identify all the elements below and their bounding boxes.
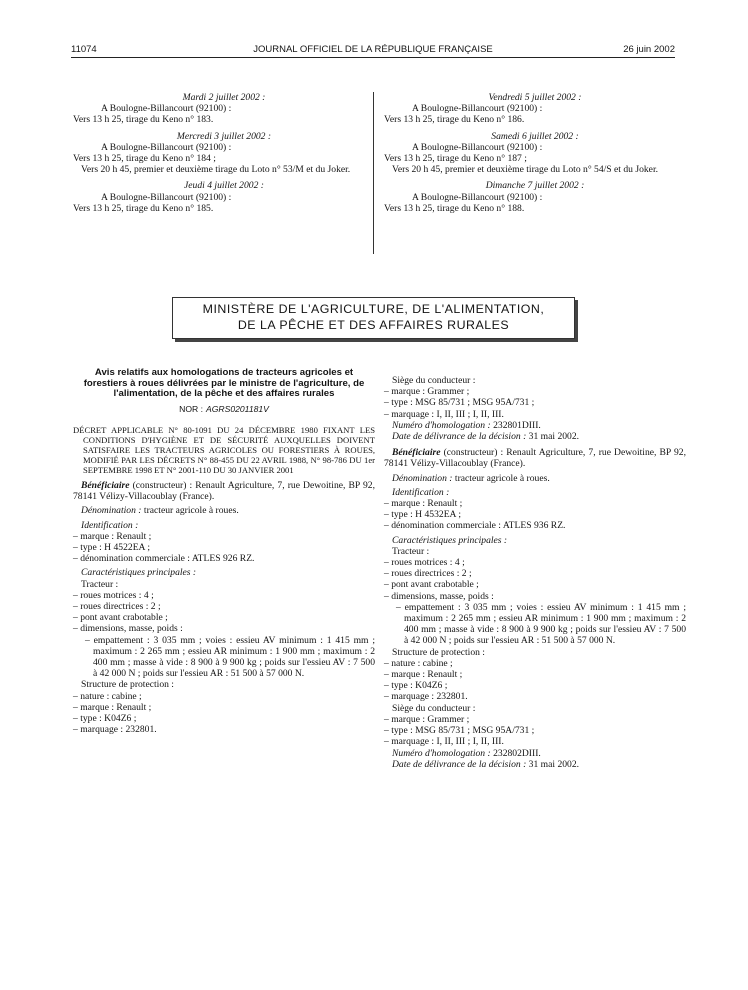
keno-schedule-right [384, 92, 686, 214]
identification-label: Identification : [392, 486, 450, 498]
journal-title: JOURNAL OFFICIEL DE LA RÉPUBLIQUE FRANÇAISE [253, 44, 493, 55]
decret-heading: DÉCRET APPLICABLE N° 80-1091 DU 24 DÉCEMBRE 1980 FIXANT LES CONDITIONS D'HYGIÈNE ET DE SÉCURITÉ AUXQUELLES DOIVENT SATISFAIRE LES TRACTEURS AGRICOLES OU FORESTIERS À ROUES, MODIFIÉ PAR LES DÉCRETS N° 88-455 DU 22 AVRIL 1988, N° 98-786 DU 1er SEPTEMBRE 1998 ET N° 2001-110 DU 30 JANVIER 2001 [73, 424, 375, 475]
homologation-right-column [384, 375, 686, 770]
list-item: – pont avant crabotable ; [73, 612, 168, 624]
numero-value: 232802DIII. [490, 747, 541, 759]
schedule-day: Mardi 2 juillet 2002 : [182, 92, 266, 103]
list-item: – roues motrices : 4 ; [384, 557, 465, 569]
schedule-line: Vers 13 h 25, tirage du Keno n° 184 ; [73, 153, 216, 165]
schedule-day: Vendredi 5 juillet 2002 : [488, 92, 582, 103]
date-value: 31 mai 2002. [526, 431, 580, 443]
denomination [73, 505, 375, 516]
beneficiaire [73, 480, 375, 502]
schedule-place: A Boulogne-Billancourt (92100) : [412, 191, 543, 203]
page-header [71, 44, 675, 55]
schedule-place: A Boulogne-Billancourt (92100) : [412, 141, 543, 153]
list-item: – nature : cabine ; [73, 690, 142, 702]
tracteur-label: Tracteur : [392, 545, 430, 557]
list-item: – marque : Renault ; [73, 701, 152, 713]
list-item: – type : H 4532EA ; [384, 509, 462, 521]
dimensions-detail: – empattement : 3 035 mm ; voies : essieu AV minimum : 1 415 mm ; maximum : 2 265 mm ; essieu AR minimum : 1 900 mm ; maximum : 2 400 mm ; masse à vide : 8 900 à 9 900 kg ; poids sur l'essieu AV : 7 500 à 42 000 N ; poids sur l'essieu AR : 51 500 à 57 000 N. [396, 601, 686, 647]
homologation-left-column [73, 368, 375, 735]
denomination-label: Dénomination : [392, 472, 453, 484]
list-item: – marque : Renault ; [73, 530, 152, 542]
beneficiaire-text: (constructeur) : Renault Agriculture, 7, rue Dewoitine, BP 92, 78141 Vélizy-Villacoublay (France). [384, 447, 686, 470]
denomination-text: tracteur agricole à roues. [141, 505, 239, 517]
list-item: – type : H 4522EA ; [73, 542, 151, 553]
numero-homologation [384, 420, 686, 431]
list-item: – type : K04Z6 ; [73, 713, 137, 725]
ministry-banner [172, 297, 575, 339]
schedule-place: A Boulogne-Billancourt (92100) : [101, 103, 232, 115]
caracteristiques-label: Caractéristiques principales : [392, 534, 508, 546]
schedule-line: Vers 13 h 25, tirage du Keno n° 187 ; [384, 153, 527, 165]
schedule-line: Vers 13 h 25, tirage du Keno n° 186. [384, 114, 525, 126]
date-delivrance [384, 431, 686, 442]
siege-label: Siège du conducteur : [392, 375, 476, 386]
schedule-place: A Boulogne-Billancourt (92100) : [101, 191, 232, 203]
list-item: – marque : Grammer ; [384, 713, 470, 725]
schedule-day: Dimanche 7 juillet 2002 : [485, 180, 585, 192]
list-item: – dimensions, masse, poids : [73, 623, 183, 635]
nor-value: AGRS0201181V [205, 403, 269, 414]
beneficiaire [384, 447, 686, 469]
siege-label: Siège du conducteur : [392, 702, 476, 714]
list-item: – type : MSG 85/731 ; MSG 95A/731 ; [384, 397, 535, 409]
column-divider [373, 92, 374, 254]
schedule-line: Vers 20 h 45, premier et deuxième tirage du Loto n° 54/S et du Joker. [392, 164, 659, 176]
beneficiaire-text: (constructeur) : Renault Agriculture, 7, rue Dewoitine, BP 92, 78141 Vélizy-Villacoublay (France). [73, 479, 375, 503]
numero-homologation [384, 748, 686, 759]
schedule-line: Vers 13 h 25, tirage du Keno n° 183. [73, 114, 214, 126]
header-rule [71, 57, 675, 58]
denomination [384, 473, 686, 484]
nor-reference [73, 404, 375, 415]
list-item: – marque : Renault ; [384, 669, 463, 681]
list-item: – marquage : I, II, III ; I, II, III. [384, 736, 504, 748]
dimensions-detail: – empattement : 3 035 mm ; voies : essieu AV minimum : 1 415 mm ; maximum : 2 265 mm ; essieu AR minimum : 1 900 mm ; maximum : 2 400 mm ; masse à vide : 8 900 à 9 900 kg ; poids sur l'essieu AV : 7 500 à 42 000 N ; poids sur l'essieu AR : 51 500 à 57 000 N. [85, 634, 375, 680]
schedule-line: Vers 20 h 45, premier et deuxième tirage du Loto n° 53/M et du Joker. [81, 164, 351, 176]
tracteur-label: Tracteur : [81, 578, 119, 590]
list-item: – dénomination commerciale : ATLES 936 RZ. [384, 520, 566, 532]
avis-title: Avis relatifs aux homologations de tracteurs agricoles et forestiers à roues délivrées par le ministre de l'agriculture, de l'alimentation, de la pêche et des affaires rurales [83, 367, 365, 400]
list-item: – type : MSG 85/731 ; MSG 95A/731 ; [384, 725, 535, 737]
schedule-place: A Boulogne-Billancourt (92100) : [101, 141, 232, 153]
beneficiaire-label: Bénéficiaire [392, 447, 441, 459]
date-delivrance [384, 759, 686, 770]
date-value: 31 mai 2002. [526, 758, 580, 770]
page-number: 11074 [71, 44, 97, 55]
list-item: – dimensions, masse, poids : [384, 590, 494, 602]
numero-label: Numéro d'homologation : [392, 747, 491, 759]
issue-date: 26 juin 2002 [623, 44, 675, 55]
beneficiaire-label: Bénéficiaire [81, 479, 130, 491]
list-item: – marque : Renault ; [384, 498, 463, 510]
schedule-day: Samedi 6 juillet 2002 : [491, 130, 579, 142]
schedule-place: A Boulogne-Billancourt (92100) : [412, 103, 543, 115]
ministry-line-2: DE LA PÊCHE ET DES AFFAIRES RURALES [237, 318, 510, 332]
list-item: – marquage : 232801. [73, 724, 157, 736]
keno-schedule-left [73, 92, 375, 214]
list-item: – dénomination commerciale : ATLES 926 RZ. [73, 553, 255, 565]
numero-label: Numéro d'homologation : [392, 419, 491, 431]
schedule-day: Mercredi 3 juillet 2002 : [176, 130, 272, 142]
list-item: – roues motrices : 4 ; [73, 589, 154, 601]
nor-label: NOR : [179, 403, 203, 414]
list-item: – marquage : I, II, III ; I, II, III. [384, 408, 504, 420]
date-label: Date de délivrance de la décision : [392, 431, 527, 443]
ministry-line-1: MINISTÈRE DE L'AGRICULTURE, DE L'ALIMENTATION, [202, 302, 545, 316]
list-item: – nature : cabine ; [384, 657, 453, 669]
schedule-line: Vers 13 h 25, tirage du Keno n° 185. [73, 202, 214, 214]
numero-value: 232801DIII. [490, 419, 541, 431]
identification-label: Identification : [81, 519, 139, 531]
list-item: – marque : Grammer ; [384, 386, 470, 398]
date-label: Date de délivrance de la décision : [392, 758, 527, 770]
caracteristiques-label: Caractéristiques principales : [81, 567, 197, 579]
list-item: – roues directrices : 2 ; [73, 601, 161, 613]
structure-label: Structure de protection : [392, 646, 485, 658]
structure-label: Structure de protection : [81, 679, 174, 691]
list-item: – marquage : 232801. [384, 691, 468, 703]
list-item: – roues directrices : 2 ; [384, 568, 472, 580]
schedule-line: Vers 13 h 25, tirage du Keno n° 188. [384, 202, 525, 214]
schedule-day: Jeudi 4 juillet 2002 : [184, 180, 264, 192]
denomination-text: tracteur agricole à roues. [452, 472, 550, 484]
list-item: – pont avant crabotable ; [384, 579, 479, 591]
denomination-label: Dénomination : [81, 505, 142, 517]
list-item: – type : K04Z6 ; [384, 680, 448, 692]
